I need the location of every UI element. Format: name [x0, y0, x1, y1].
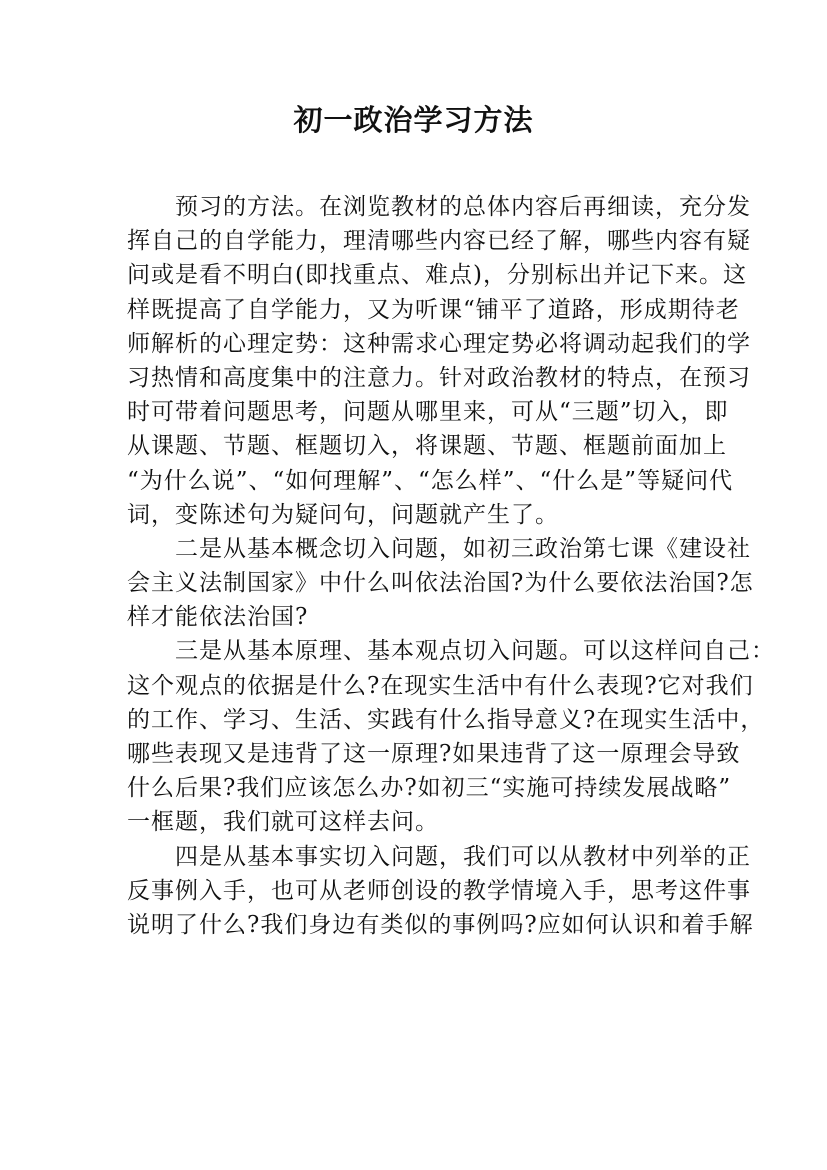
paragraph-1	[127, 190, 751, 532]
text-line: 样既提高了自学能力，又为听课“铺平了道路，形成期待老	[127, 296, 740, 323]
paragraph-3	[127, 634, 775, 839]
text-line: 二是从基本概念切入问题，如初三政治第七课《建设社	[175, 535, 751, 562]
document-title: 初一政治学习方法	[293, 103, 534, 137]
text-line: 师解析的心理定势：这种需求心理定势必将调动起我们的学	[127, 330, 751, 357]
text-line: 一框题，我们就可这样去问。	[127, 809, 439, 836]
text-line: 四是从基本事实切入问题，我们可以从教材中列举的正	[175, 843, 751, 870]
text-line: 哪些表现又是违背了这一原理?如果违背了这一原理会导致	[127, 741, 741, 767]
text-line: 预习的方法。在浏览教材的总体内容后再细读，充分发	[175, 194, 751, 220]
text-line: 问或是看不明白(即找重点、难点)，分别标出并记下来。这	[127, 262, 747, 289]
text-line: 时可带着问题思考，问题从哪里来，可从“三题”切入，即	[127, 399, 729, 426]
paragraph-4	[127, 840, 754, 943]
text-line: 什么后果?我们应该怎么办?如初三“实施可持续发展战略”	[127, 775, 732, 802]
text-line: 从课题、节题、框题切入，将课题、节题、框题前面加上	[127, 433, 727, 460]
text-line: 的工作、学习、生活、实践有什么指导意义?在现实生活中，	[127, 706, 765, 733]
paragraph-2	[127, 532, 754, 635]
text-line: 三是从基本原理、基本观点切入问题。可以这样问自己：	[175, 638, 775, 665]
text-line: 说明了什么?我们身边有类似的事例吗?应如何认识和着手解	[127, 911, 754, 938]
text-line: 词，变陈述句为疑问句，问题就产生了。	[127, 501, 559, 528]
document-body	[127, 190, 775, 942]
text-line: 样才能依法治国?	[127, 604, 309, 631]
text-line: 挥自己的自学能力，理清哪些内容已经了解，哪些内容有疑	[127, 228, 751, 255]
text-line: 反事例入手，也可从老师创设的教学情境入手，思考这件事	[127, 877, 751, 904]
text-line: “为什么说”、“如何理解”、“怎么样”、“什么是”等疑问代	[127, 467, 734, 494]
text-line: 习热情和高度集中的注意力。针对政治教材的特点，在预习	[127, 364, 751, 391]
text-line: 这个观点的依据是什么?在现实生活中有什么表现?它对我们	[127, 672, 754, 699]
text-line: 会主义法制国家》中什么叫依法治国?为什么要依法治国?怎	[127, 570, 754, 597]
